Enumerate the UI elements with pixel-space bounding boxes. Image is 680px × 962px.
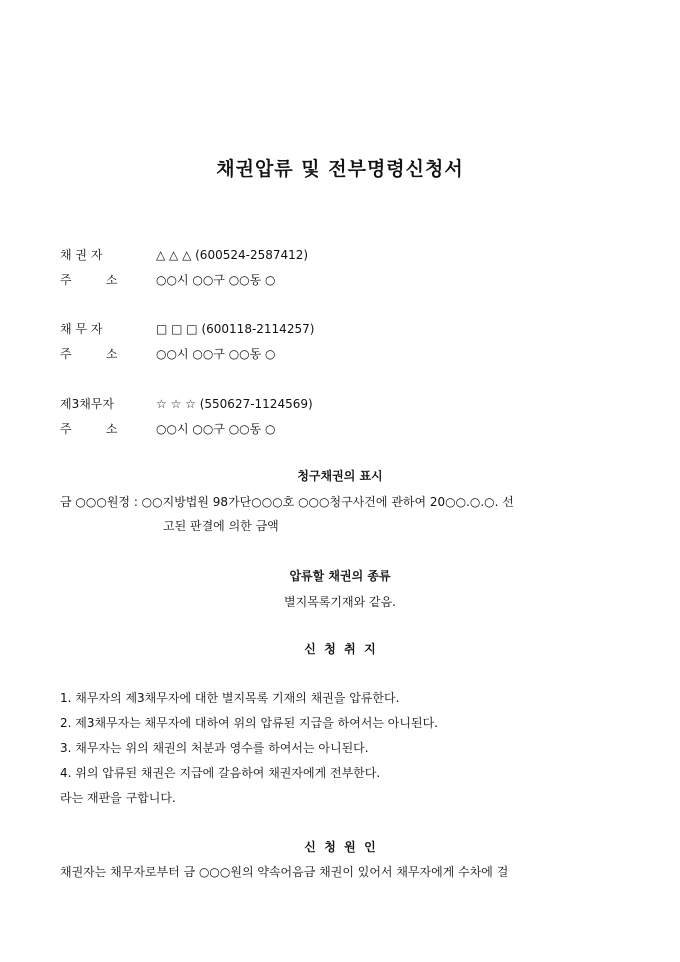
third-debtor-value: ☆ ☆ ☆ (550627-1124569) (156, 397, 313, 411)
purpose-item-3: 3. 채무자는 위의 채권의 처분과 영수를 하여서는 아니된다. (60, 741, 369, 755)
purpose-item-4: 4. 위의 압류된 채권은 지급에 갈음하여 채권자에게 전부한다. (60, 766, 381, 780)
creditor-value: △ △ △ (600524-2587412) (156, 248, 309, 262)
third-debtor-address: ○○시 ○○구 ○○동 ○ (156, 422, 276, 436)
creditor-address-label: 주 소 (60, 273, 118, 287)
debtor-address-row (60, 346, 276, 362)
debtor-value: □ □ □ (600118-2114257) (156, 322, 315, 336)
claim-heading: 청구채권의 표시 (297, 469, 383, 483)
purpose-heading: 신 청 취 지 (304, 642, 376, 656)
creditor-row (60, 247, 308, 263)
purpose-item-2: 2. 제3채무자는 채무자에 대하여 위의 압류된 지급을 하여서는 아니된다. (60, 716, 438, 730)
document-title: 채권압류 및 전부명령신청서 (216, 158, 464, 180)
purpose-closing: 라는 재판을 구합니다. (60, 791, 176, 805)
third-debtor-address-row (60, 421, 276, 437)
claim-line-1: 금 ○○○원정 : ○○지방법원 98가단○○○호 ○○○청구사건에 관하여 20○○.○.○. 선 (60, 495, 514, 509)
debtor-address-label: 주 소 (60, 347, 118, 361)
third-debtor-label: 제3채무자 (60, 397, 115, 411)
third-debtor-address-label: 주 소 (60, 422, 118, 436)
debtor-label: 채 무 자 (60, 322, 103, 336)
claim-line-2: 고된 판결에 의한 금액 (163, 519, 279, 533)
seizure-heading: 압류할 채권의 종류 (289, 569, 391, 583)
debtor-row (60, 321, 314, 337)
creditor-address-row (60, 272, 276, 288)
cause-text: 채권자는 채무자로부터 금 ○○○원의 약속어음금 채권이 있어서 채무자에게 수차에 걸 (60, 865, 509, 879)
creditor-label: 채 권 자 (60, 248, 103, 262)
creditor-address: ○○시 ○○구 ○○동 ○ (156, 273, 276, 287)
third-debtor-row (60, 396, 313, 412)
purpose-item-1: 1. 채무자의 제3채무자에 대한 별지목록 기재의 채권을 압류한다. (60, 691, 400, 705)
seizure-text: 별지목록기재와 같음. (284, 595, 396, 609)
cause-heading: 신 청 원 인 (304, 840, 376, 854)
debtor-address: ○○시 ○○구 ○○동 ○ (156, 347, 276, 361)
